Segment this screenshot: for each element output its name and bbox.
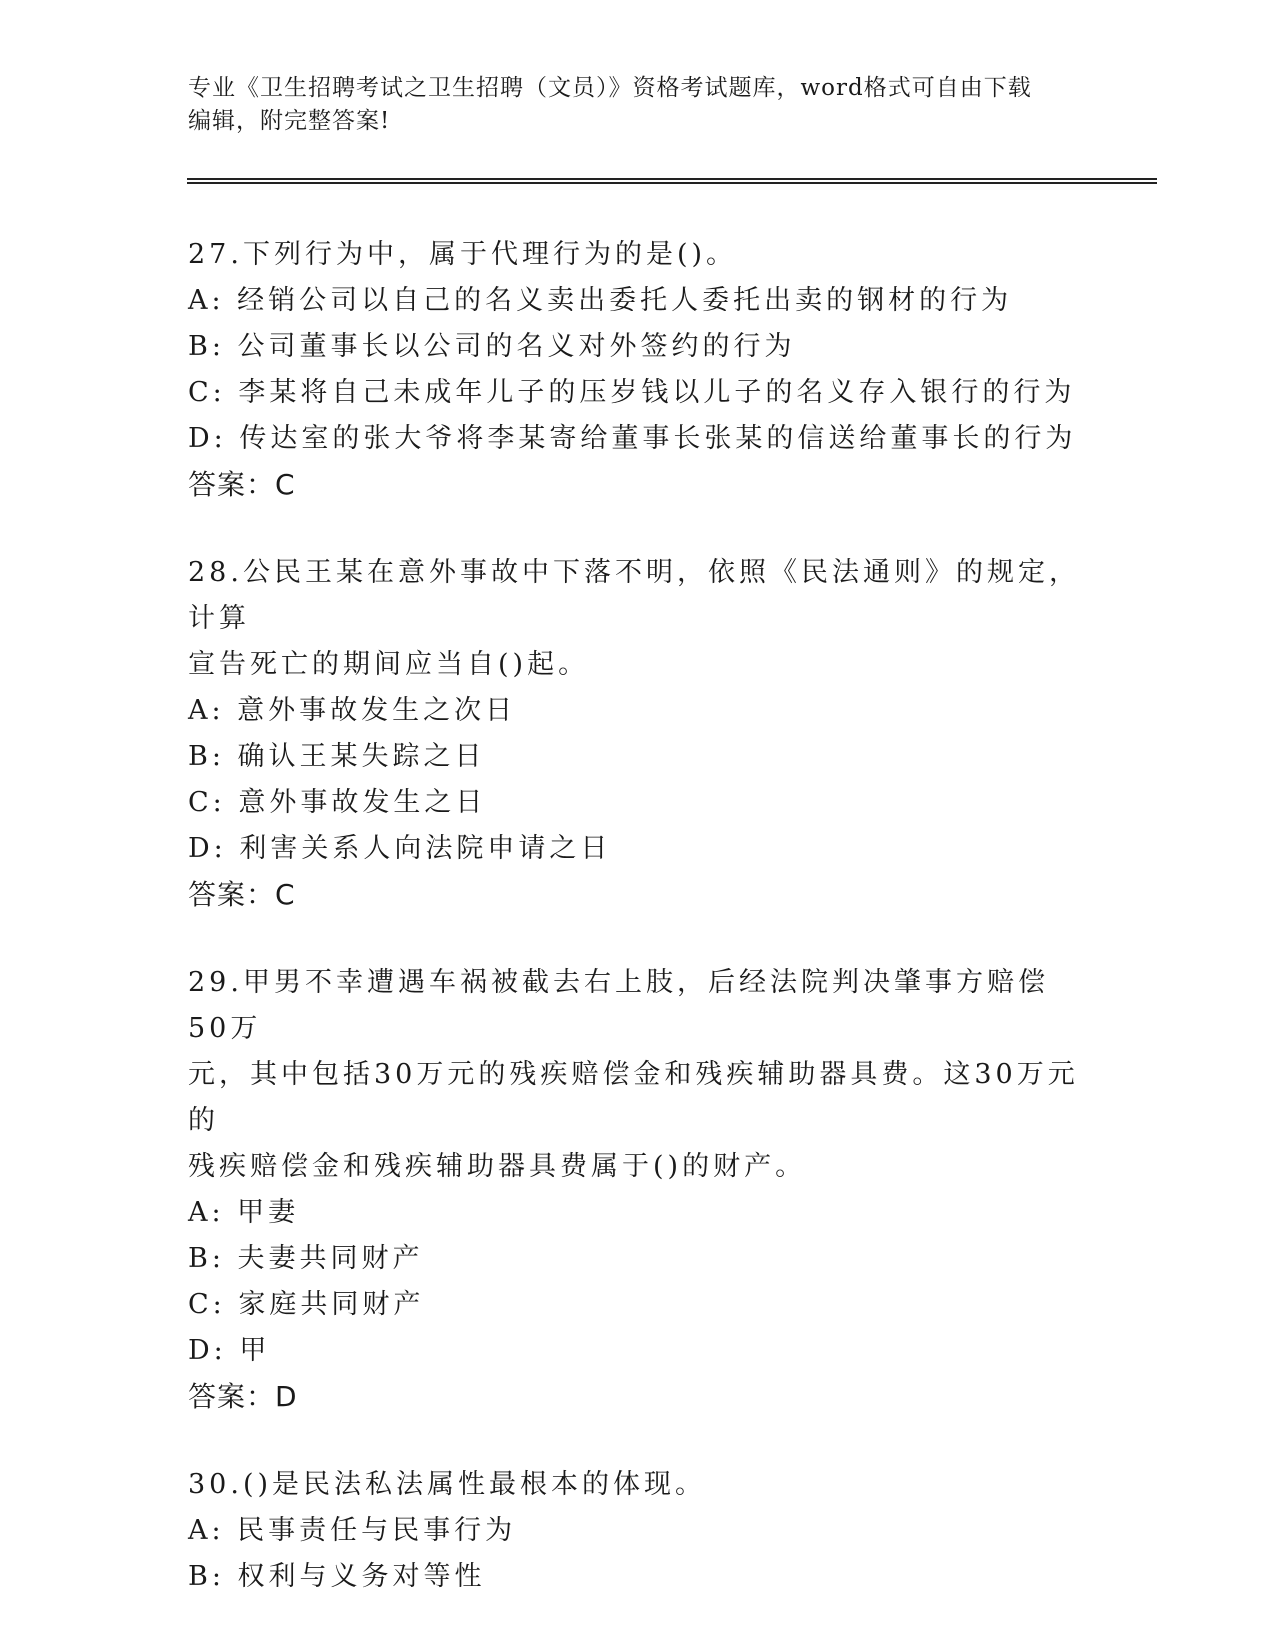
option-a: A: 民事责任与民事行为: [188, 1515, 517, 1546]
option-b: B: 公司董事长以公司的名义对外签约的行为: [188, 331, 796, 362]
question-28: [188, 550, 1088, 918]
answer-label: 答案：C: [188, 468, 296, 501]
header-divider: [187, 178, 1157, 184]
question-stem-line-2: 元，其中包括30万元的残疾赔偿金和残疾辅助器具费。这30万元的: [188, 1059, 1079, 1136]
option-c: C: 李某将自己未成年儿子的压岁钱以儿子的名义存入银行的行为: [188, 377, 1076, 408]
option-b: B: 权利与义务对等性: [188, 1561, 486, 1592]
answer-label: 答案：D: [188, 1380, 298, 1413]
option-d: D: 传达室的张大爷将李某寄给董事长张某的信送给董事长的行为: [188, 423, 1077, 454]
option-b: B: 夫妻共同财产: [188, 1243, 424, 1274]
question-stem-line-2: 宣告死亡的期间应当自()起。: [188, 649, 590, 680]
option-a: A: 意外事故发生之次日: [188, 695, 517, 726]
option-b: B: 确认王某失踪之日: [188, 741, 486, 772]
question-29: [188, 960, 1088, 1420]
spacer: [188, 918, 1088, 960]
option-d: D: 利害关系人向法院申请之日: [188, 833, 612, 864]
header-line-2: 编辑，附完整答案!: [188, 108, 391, 134]
question-stem-line-1: 29.甲男不幸遭遇车祸被截去右上肢，后经法院判决肇事方赔偿50万: [188, 967, 1049, 1044]
question-stem: 30.()是民法私法属性最根本的体现。: [188, 1469, 707, 1500]
answer-label: 答案：C: [188, 878, 296, 911]
question-stem-line-3: 残疾赔偿金和残疾辅助器具费属于()的财产。: [188, 1151, 807, 1182]
question-stem: 27.下列行为中，属于代理行为的是()。: [188, 239, 738, 270]
question-list: [188, 232, 1088, 1600]
question-30: [188, 1462, 1088, 1600]
document-header: [188, 72, 1088, 138]
option-a: A: 经销公司以自己的名义卖出委托人委托出卖的钢材的行为: [188, 285, 1013, 316]
option-c: C: 意外事故发生之日: [188, 787, 487, 818]
question-27: [188, 232, 1088, 508]
option-a: A: 甲妻: [188, 1197, 300, 1228]
header-line-1: 专业《卫生招聘考试之卫生招聘（文员）》资格考试题库，word格式可自由下载: [188, 75, 1032, 101]
question-stem-line-1: 28.公民王某在意外事故中下落不明，依照《民法通则》的规定，计算: [188, 557, 1080, 634]
spacer: [188, 508, 1088, 550]
spacer: [188, 1420, 1088, 1462]
option-d: D: 甲: [188, 1335, 271, 1366]
option-c: C: 家庭共同财产: [188, 1289, 425, 1320]
